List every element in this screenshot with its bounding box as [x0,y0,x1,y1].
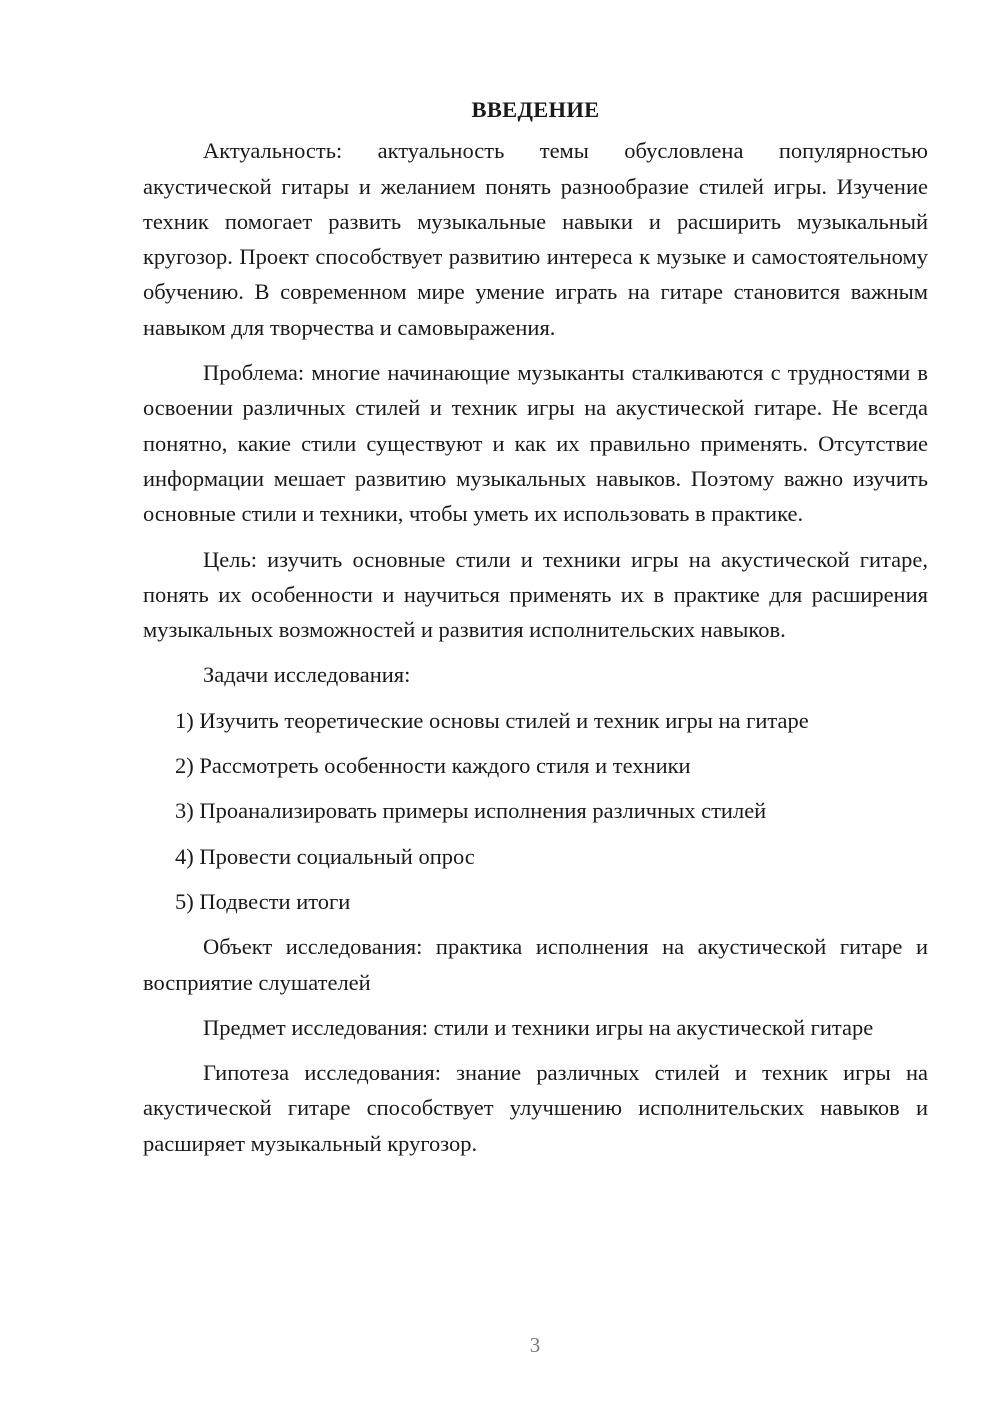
task-list [143,703,928,919]
page-number: 3 [529,1333,541,1357]
task-item: 4) Провести социальный опрос [175,843,475,869]
tasks-heading: Задачи исследования: [203,662,411,688]
hypothesis-paragraph: Гипотеза исследования: знание различных стилей и техник игры на акустической гитаре способствует улучшению исполнительских навыков и расширяет музыкальный кругозор. [143,1060,928,1156]
goal-paragraph: Цель: изучить основные стили и техники игры на акустической гитаре, понять их особенности и научиться применять их в практике для расширения музыкальных возможностей и развития исполнительских навыков. [143,546,928,643]
task-item: 3) Проанализировать примеры исполнения различных стилей [175,798,767,824]
section-title: ВВЕДЕНИЕ [471,97,600,122]
task-item: 1) Изучить теоретические основы стилей и техник игры на гитаре [175,707,809,733]
problem-paragraph: Проблема: многие начинающие музыканты сталкиваются с трудностями в освоении различных стилей и техник игры на акустической гитаре. Не всегда понятно, какие стили существуют и как их правильно применять. Отсутствие информации мешает развитию музыкальных навыков. Поэтому важно изучить основные стили и техники, чтобы уметь их использовать в практике. [143,360,928,527]
subject-paragraph: Предмет исследования: стили и техники игры на акустической гитаре [203,1014,874,1040]
document-page [143,92,928,1171]
object-paragraph: Объект исследования: практика исполнения на акустической гитаре и восприятие слушателей [143,934,928,995]
task-item: 2) Рассмотреть особенности каждого стиля и техники [175,753,691,779]
task-item: 5) Подвести итоги [175,888,351,914]
relevance-paragraph: Актуальность: актуальность темы обусловлена популярностью акустической гитары и желанием понять разнообразие стилей игры. Изучение техник помогает развить музыкальные навыки и расширить музыкальный кругозор. Проект способствует развитию интереса к музыке и самостоятельному обучению. В современном мире умение играть на гитаре становится важным навыком для творчества и самовыражения. [143,138,928,340]
